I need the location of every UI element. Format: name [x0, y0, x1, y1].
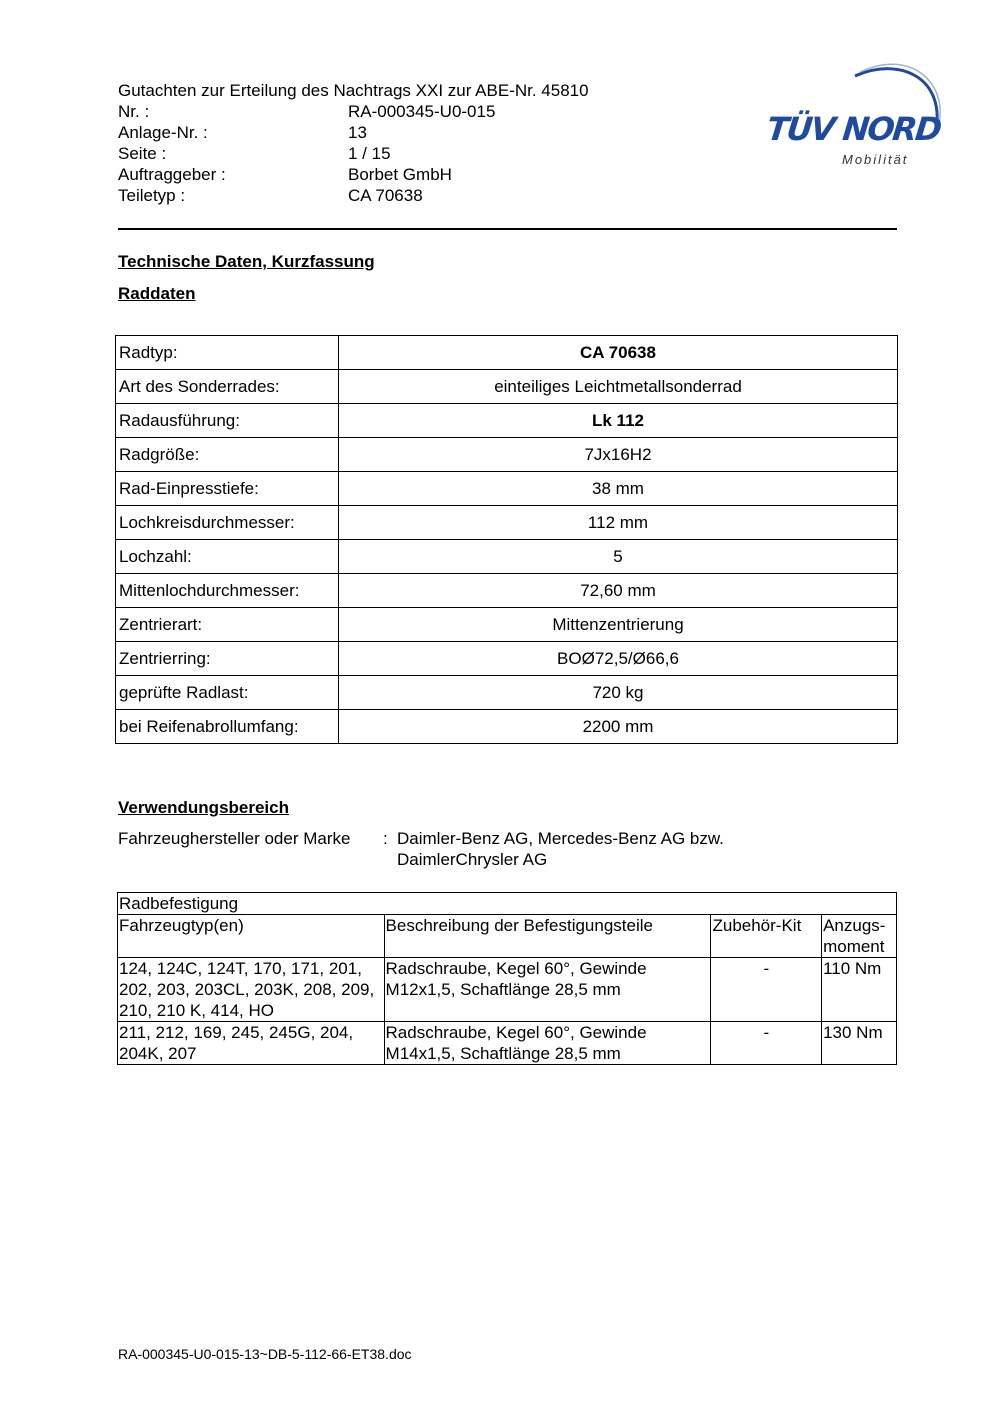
row-label: Lochzahl: — [116, 540, 339, 574]
table-row — [116, 438, 898, 472]
row-value: CA 70638 — [339, 336, 898, 370]
col-header-torque: Anzugs-moment — [822, 915, 897, 958]
row-label: geprüfte Radlast: — [116, 676, 339, 710]
table-row — [116, 540, 898, 574]
row-value: einteiliges Leichtmetallsonderrad — [339, 370, 898, 404]
header-label: Nr. : — [118, 102, 150, 121]
row-value: 72,60 mm — [339, 574, 898, 608]
table-row — [116, 370, 898, 404]
report-title: Gutachten zur Erteilung des Nachtrags XXI zur ABE-Nr. 45810 — [118, 81, 589, 100]
raddaten-table — [115, 335, 898, 744]
col-header-types: Fahrzeugtyp(en) — [118, 915, 385, 958]
row-value: 112 mm — [339, 506, 898, 540]
table-row — [116, 642, 898, 676]
cell-torque: 110 Nm — [822, 958, 897, 1022]
col-header-kit: Zubehör-Kit — [711, 915, 822, 958]
col-header-desc: Beschreibung der Befestigungsteile — [384, 915, 711, 958]
header-value: 13 — [348, 123, 367, 142]
cell-types: 124, 124C, 124T, 170, 171, 201, 202, 203, 203CL, 203K, 208, 209, 210, 210 K, 414, HO — [118, 958, 385, 1022]
row-value: 38 mm — [339, 472, 898, 506]
cell-torque: 130 Nm — [822, 1022, 897, 1065]
header-label: Anlage-Nr. : — [118, 123, 208, 142]
document-header — [118, 80, 678, 206]
row-value: BOØ72,5/Ø66,6 — [339, 642, 898, 676]
cell-types: 211, 212, 169, 245, 245G, 204, 204K, 207 — [118, 1022, 385, 1065]
row-value: Mittenzentrierung — [339, 608, 898, 642]
table-row — [116, 404, 898, 438]
cell-desc: Radschraube, Kegel 60°, Gewinde M14x1,5, Schaftlänge 28,5 mm — [384, 1022, 711, 1065]
row-label: Zentrierart: — [116, 608, 339, 642]
row-value: 7Jx16H2 — [339, 438, 898, 472]
header-label: Auftraggeber : — [118, 165, 226, 184]
logo-wordmark: TÜV NORD — [765, 110, 942, 148]
cell-kit: - — [711, 1022, 822, 1065]
footer-filename: RA-000345-U0-015-13~DB-5-112-66-ET38.doc — [118, 1346, 412, 1362]
header-value: CA 70638 — [348, 186, 423, 205]
table-row — [116, 506, 898, 540]
row-label: Radgröße: — [116, 438, 339, 472]
section-tech-heading: Technische Daten, Kurzfassung — [118, 252, 375, 271]
header-value: Borbet GmbH — [348, 165, 452, 184]
cell-desc: Radschraube, Kegel 60°, Gewinde M12x1,5, Schaftlänge 28,5 mm — [384, 958, 711, 1022]
table-row — [116, 336, 898, 370]
table-row — [116, 710, 898, 744]
row-value: 720 kg — [339, 676, 898, 710]
table-row — [116, 676, 898, 710]
row-label: bei Reifenabrollumfang: — [116, 710, 339, 744]
manufacturer-colon: : — [383, 829, 388, 848]
manufacturer-line-1: Daimler-Benz AG, Mercedes-Benz AG bzw. — [397, 829, 724, 848]
header-value: RA-000345-U0-015 — [348, 102, 496, 121]
row-value: Lk 112 — [339, 404, 898, 438]
header-label: Teiletyp : — [118, 186, 186, 205]
header-divider — [118, 228, 897, 230]
table-title: Radbefestigung — [118, 893, 897, 915]
header-row-auftraggeber — [118, 164, 678, 185]
header-row-anlage — [118, 122, 678, 143]
table-title-row — [118, 893, 897, 915]
row-label: Zentrierring: — [116, 642, 339, 676]
table-header-row — [118, 915, 897, 958]
row-label: Rad-Einpresstiefe: — [116, 472, 339, 506]
header-row-teiletyp — [118, 185, 678, 206]
row-label: Lochkreisdurchmesser: — [116, 506, 339, 540]
row-label: Radausführung: — [116, 404, 339, 438]
table-row — [116, 574, 898, 608]
row-value: 2200 mm — [339, 710, 898, 744]
table-row — [118, 958, 897, 1022]
row-label: Mittenlochdurchmesser: — [116, 574, 339, 608]
radbefestigung-table — [117, 892, 897, 1065]
table-row — [116, 608, 898, 642]
section-usage-heading: Verwendungsbereich — [118, 798, 289, 817]
table-row — [116, 472, 898, 506]
cell-kit: - — [711, 958, 822, 1022]
header-label: Seite : — [118, 144, 167, 163]
logo-subtitle: Mobilität — [842, 152, 909, 167]
row-value: 5 — [339, 540, 898, 574]
manufacturer-value — [397, 828, 777, 870]
header-row-seite — [118, 143, 678, 164]
row-label: Art des Sonderrades: — [116, 370, 339, 404]
manufacturer-info — [118, 828, 777, 870]
table-row — [118, 1022, 897, 1065]
row-label: Radtyp: — [116, 336, 339, 370]
header-row-nr — [118, 101, 678, 122]
tuv-nord-logo — [760, 58, 945, 173]
manufacturer-label: Fahrzeughersteller oder Marke — [118, 829, 351, 848]
section-raddaten-heading: Raddaten — [118, 284, 196, 303]
header-value: 1 / 15 — [348, 144, 391, 163]
manufacturer-line-2: DaimlerChrysler AG — [397, 850, 548, 869]
